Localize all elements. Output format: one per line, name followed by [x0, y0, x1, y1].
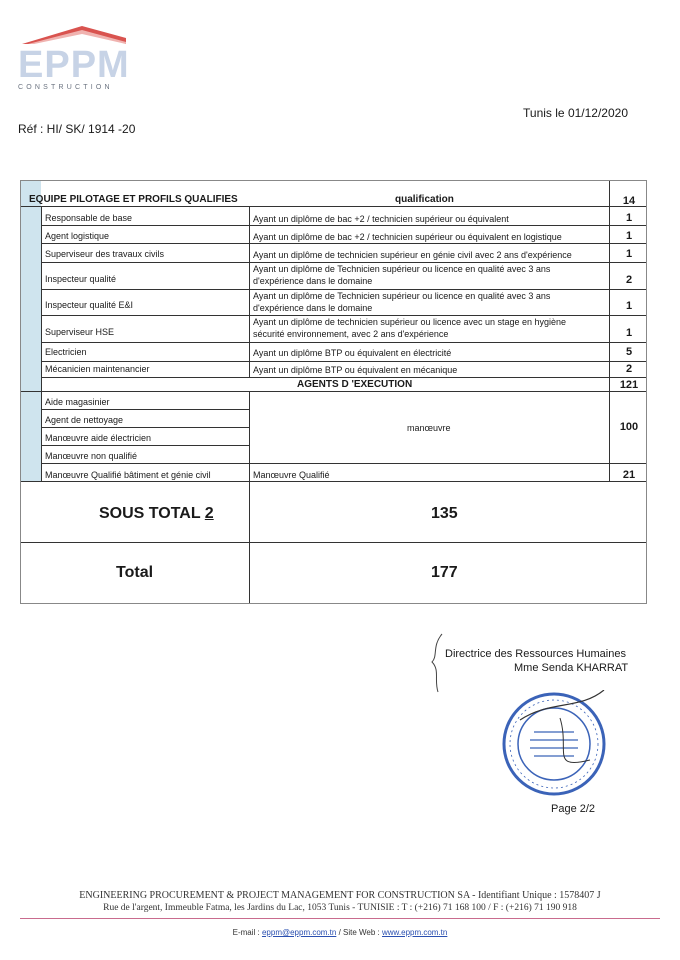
qualified-qualification: Manœuvre Qualifié — [253, 470, 330, 480]
total-label: Total — [116, 564, 154, 581]
table-row-count: 5 — [625, 346, 633, 358]
subtotal-value: 135 — [431, 505, 458, 522]
table-row-qualification: Ayant un diplôme de technicien supérieur ou licence avec un stage en hygiène — [253, 317, 567, 327]
footer-address-line: Rue de l'argent, Immeuble Fatma, les Jardins du Lac, 1053 Tunis - TUNISIE : T : (+216) 71 168 100 / F : (+216) 71 190 918 — [103, 903, 577, 913]
table-row-count: 1 — [625, 327, 633, 339]
table-row-qualification: Ayant un diplôme BTP ou équivalent en mécanique — [253, 365, 458, 375]
table-row-role: Electricien — [45, 347, 87, 357]
document-reference: Réf : HI/ SK/ 1914 -20 — [18, 122, 136, 136]
table-row-role: Superviseur des travaux civils — [45, 249, 165, 259]
page-number: Page 2/2 — [551, 803, 596, 815]
table-row-count: 1 — [625, 230, 633, 242]
qualification-header: qualification — [395, 194, 454, 205]
table-row-qualification-2: d'expérience dans le domaine — [253, 303, 373, 313]
footer-company-line: ENGINEERING PROCUREMENT & PROJECT MANAGEMENT FOR CONSTRUCTION SA - Identifiant Unique : 1578407 J — [79, 890, 601, 901]
exec-role: Manœuvre aide électricien — [45, 433, 152, 443]
table-row-role: Inspecteur qualité — [45, 274, 117, 284]
table-row-qualification-2: d'expérience dans le domaine — [253, 276, 373, 286]
signatory-title: Directrice des Ressources Humaines — [445, 648, 626, 660]
table-row-count: 1 — [625, 248, 633, 260]
table-row-role: Superviseur HSE — [45, 327, 115, 337]
table-row-role: Responsable de base — [45, 213, 133, 223]
roof-logo-mark — [22, 24, 126, 44]
accent-strip — [21, 181, 41, 481]
table-row-role: Mécanicien maintenancier — [45, 364, 150, 374]
exec-role: Aide magasinier — [45, 397, 110, 407]
table-row-qualification: Ayant un diplôme de bac +2 / technicien supérieur ou équivalent en logistique — [253, 232, 562, 242]
signatory-name: Mme Senda KHARRAT — [514, 662, 629, 674]
table-row-role: Agent logistique — [45, 231, 110, 241]
section-total-pilotage: 14 — [622, 195, 636, 207]
table-row-qualification: Ayant un diplôme de Technicien supérieur ou licence en qualité avec 3 ans — [253, 264, 551, 274]
table-row-qualification: Ayant un diplôme de technicien supérieur en génie civil avec 2 ans d'expérience — [253, 250, 572, 260]
table-row-count: 1 — [625, 300, 633, 312]
company-stamp-icon — [500, 690, 608, 798]
footer-divider — [20, 918, 660, 919]
table-row-role: Inspecteur qualité E&I — [45, 300, 134, 310]
exec-qualification: manœuvre — [407, 423, 451, 433]
subtotal-label: SOUS TOTAL 2 — [99, 505, 214, 522]
exec-count: 100 — [619, 421, 639, 433]
footer-contact-line: E-mail : eppm@eppm.com.tn / Site Web : www.eppm.com.tn — [232, 928, 448, 937]
table-row-qualification: Ayant un diplôme de Technicien supérieur ou licence en qualité avec 3 ans — [253, 291, 551, 301]
exec-role: Agent de nettoyage — [45, 415, 124, 425]
exec-role: Manœuvre non qualifié — [45, 451, 138, 461]
table-row-qualification: Ayant un diplôme BTP ou équivalent en électricité — [253, 348, 452, 358]
section-title-execution: AGENTS D 'EXECUTION — [297, 379, 413, 390]
email-link[interactable]: eppm@eppm.com.tn — [261, 928, 337, 937]
logo-wordmark: EPPM — [18, 44, 130, 86]
section-total-execution: 121 — [619, 379, 639, 391]
table-row-count: 2 — [625, 363, 633, 375]
company-logo — [18, 24, 130, 92]
qualified-role: Manœuvre Qualifié bâtiment et génie civil — [45, 470, 211, 480]
section-title-pilotage: EQUIPE PILOTAGE ET PROFILS QUALIFIES — [29, 194, 238, 205]
logo-subtitle: CONSTRUCTION — [18, 84, 113, 91]
total-value: 177 — [431, 564, 458, 581]
website-link[interactable]: www.eppm.com.tn — [382, 928, 448, 937]
document-date: Tunis le 01/12/2020 — [523, 106, 628, 120]
table-row-count: 2 — [625, 274, 633, 286]
qualified-count: 21 — [622, 469, 636, 481]
table-row-qualification: Ayant un diplôme de bac +2 / technicien supérieur ou équivalent — [253, 214, 509, 224]
staffing-table — [20, 180, 647, 604]
signature-flourish-icon — [428, 632, 448, 694]
table-row-qualification-2: sécurité environnement, avec 2 ans d'expérience — [253, 329, 449, 339]
table-row-count: 1 — [625, 212, 633, 224]
